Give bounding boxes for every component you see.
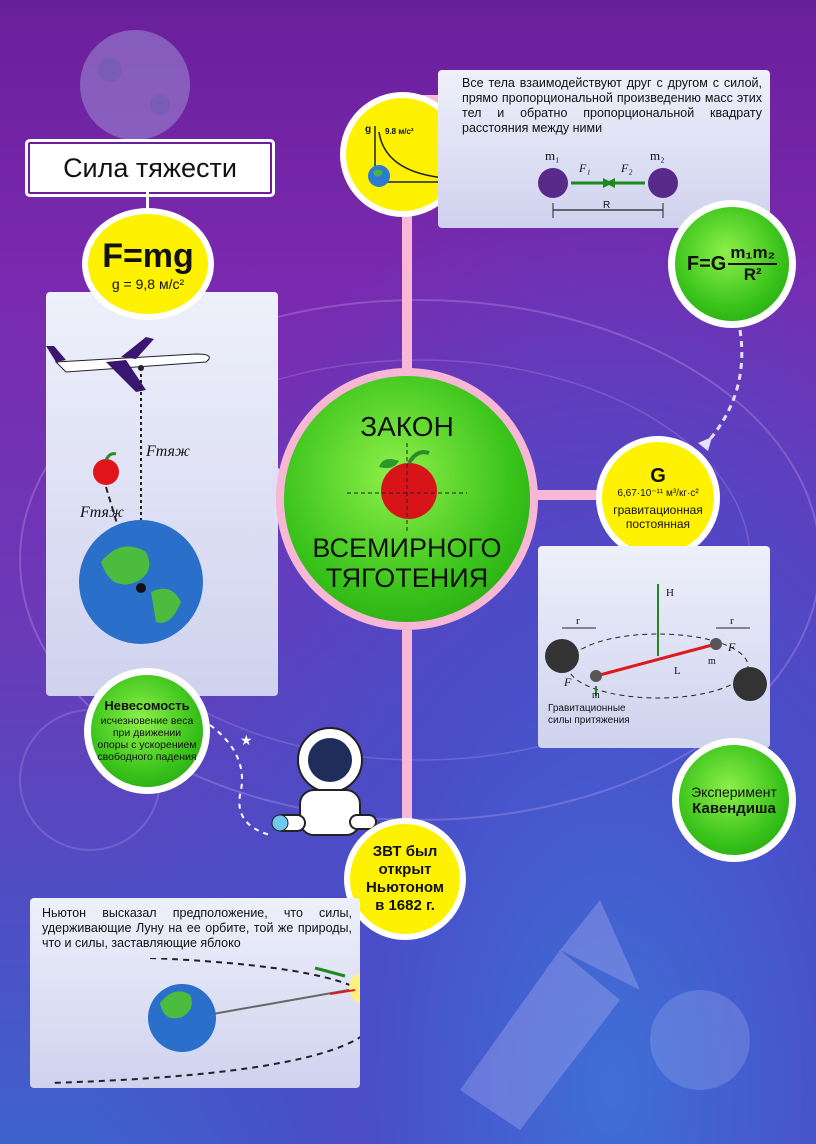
svg-text:L: L (674, 665, 681, 677)
svg-text:★: ★ (240, 732, 253, 748)
svg-text:r: r (576, 615, 580, 627)
weightlessness-bubble (84, 668, 210, 794)
svg-text:r: r (730, 615, 734, 627)
formula-fmg: F=mg (102, 236, 194, 275)
constant-label-1: гравитационная (613, 503, 703, 517)
section-title: Сила тяжести (28, 142, 272, 194)
cavendish-bubble-line-2: Кавендиша (692, 799, 776, 817)
constant-label-2: постоянная (625, 517, 691, 531)
constant-symbol: G (650, 465, 666, 487)
svg-text:m: m (708, 656, 716, 667)
law-bubble (276, 368, 538, 630)
formula-bubble (82, 208, 214, 320)
discovery-line-4: в 1682 г. (375, 897, 435, 914)
moon-orbit-diagram (30, 958, 360, 1088)
formula-left: F=G (686, 252, 727, 275)
svg-text:F: F (728, 640, 736, 654)
svg-text:Гравитационные: Гравитационные (548, 703, 626, 714)
svg-text:Fтяж: Fтяж (146, 443, 190, 460)
constant-value: 6,67·10⁻¹¹ м³/кг·с² (617, 488, 699, 499)
cavendish-panel (538, 546, 770, 748)
gravity-formula-bubble (668, 200, 796, 328)
astronaut-illustration (200, 715, 385, 855)
svg-text:Fтяж: Fтяж (80, 504, 124, 521)
weightlessness-text: исчезновение веса при движении опоры с ускорением свободного падения (97, 714, 197, 763)
law-title-bottom-2: ТЯГОТЕНИЯ (325, 563, 489, 593)
svg-text:силы притяжения: силы притяжения (548, 715, 630, 726)
discovery-line-2: открыт (378, 861, 432, 878)
airplane-icon (46, 337, 209, 392)
svg-text:H: H (666, 587, 674, 599)
discovery-line-1: ЗВТ был (372, 843, 438, 860)
svg-text:m₁: m₁ (545, 148, 560, 163)
apple-icon (93, 454, 119, 485)
discovery-line-3: Ньютоном (366, 879, 444, 896)
law-title-bottom-1: ВСЕМИРНОГО (312, 533, 502, 563)
astronaut-icon (272, 728, 376, 835)
svg-text:R: R (603, 200, 611, 211)
dashed-arrow (690, 325, 750, 455)
cavendish-bubble-line-1: Эксперимент (691, 783, 777, 800)
svg-text:m: m (592, 690, 600, 701)
svg-text:m₂: m₂ (650, 148, 665, 163)
discovery-bubble (344, 818, 466, 940)
g-value: g = 9,8 м/с² (111, 275, 185, 292)
rocket-decoration (460, 900, 640, 1130)
newton-text: Ньютон высказал предположение, что силы, удерживающие Луну на ее орбите, той же природы, что и силы, заставляющие яблоко (42, 906, 352, 950)
cavendish-diagram (538, 546, 770, 748)
earth-icon (79, 520, 203, 644)
svg-text:F₂: F₂ (621, 161, 633, 175)
gravity-panel (46, 292, 278, 696)
cavendish-bubble (672, 738, 796, 862)
formula-numerator: m₁m₂ (728, 243, 777, 265)
connector-bottom (402, 630, 412, 840)
law-title-top: ЗАКОН (360, 411, 454, 442)
earth-icon (148, 984, 216, 1052)
apple-illustration (347, 443, 467, 533)
gravity-illustration (46, 292, 278, 696)
weightlessness-title: Невесомость (104, 697, 190, 713)
svg-text:F₁: F₁ (579, 161, 591, 175)
masses-diagram (533, 148, 693, 223)
planet-decoration (80, 30, 190, 140)
svg-text:g: g (364, 123, 371, 135)
law-text: Все тела взаимодействуют друг с другом с силой, прямо пропорциональной произведению масс этих тел и обратно пропорциональной квадрату расстояния между ними (462, 76, 762, 135)
newton-panel (30, 898, 360, 1088)
formula-denominator: R² (743, 265, 762, 284)
svg-text:F: F (564, 675, 572, 689)
constant-bubble (596, 436, 720, 560)
svg-text:9.8 м/с²: 9.8 м/с² (384, 126, 414, 136)
moon-icon (349, 972, 360, 1004)
